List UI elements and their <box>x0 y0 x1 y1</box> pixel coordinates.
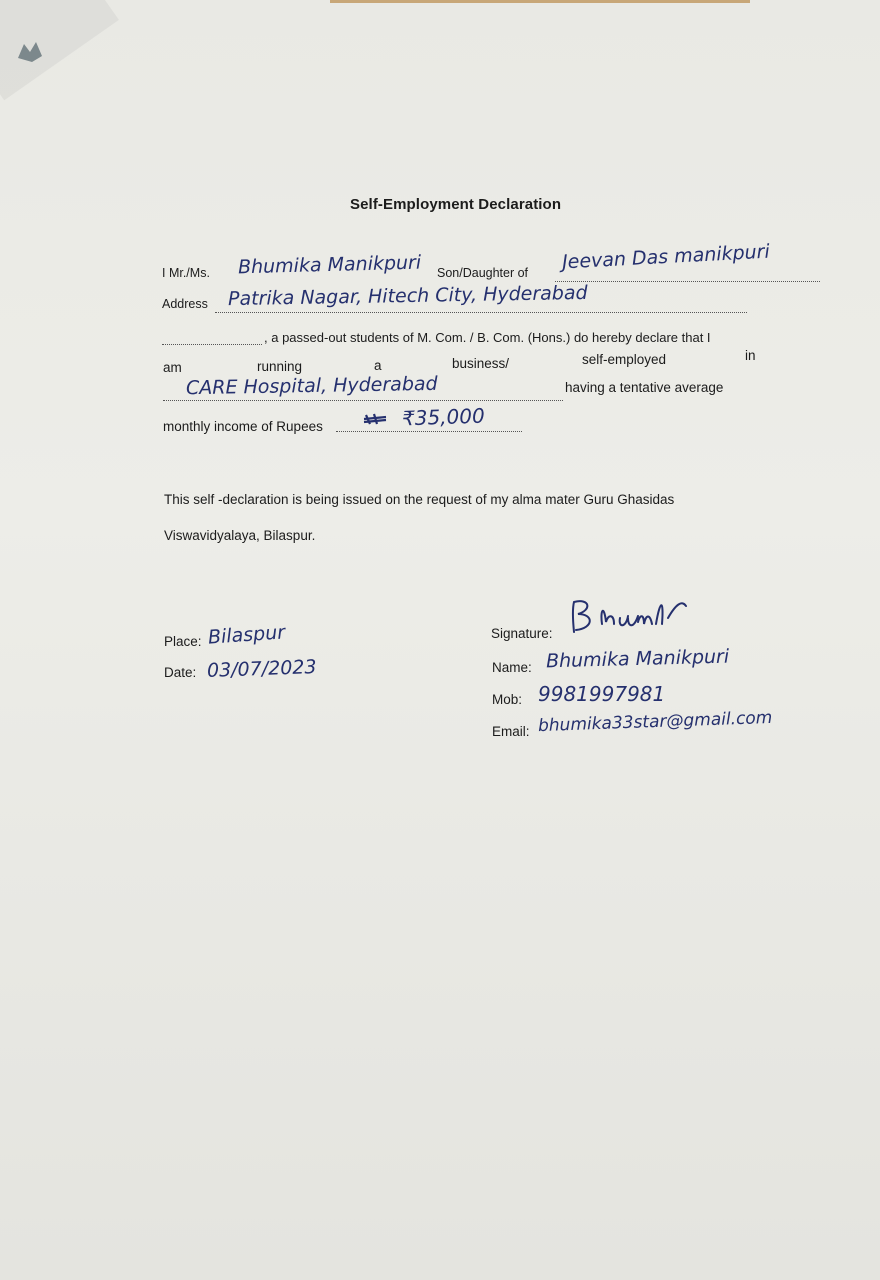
label-income: monthly income of Rupees <box>163 419 323 434</box>
word-a: a <box>374 358 382 373</box>
label-place: Place: <box>164 634 202 649</box>
dotted-line <box>163 400 563 401</box>
word-self-employed: self-employed <box>582 352 667 367</box>
word-in: in <box>745 348 756 363</box>
label-mob: Mob: <box>492 692 523 707</box>
dotted-line <box>162 344 262 345</box>
ink-smudge-icon <box>14 38 46 66</box>
label-name-footer: Name: <box>492 660 532 675</box>
label-date: Date: <box>164 665 197 680</box>
handwritten-name: Bhumika Manikpuri <box>237 251 422 279</box>
signature-image <box>568 594 698 638</box>
declaration-line-3: , a passed-out students of M. Com. / B. Com. (Hons.) do hereby declare that I <box>264 330 711 345</box>
handwritten-income: ₹35,000 <box>401 403 486 431</box>
scribble-icon <box>362 411 388 427</box>
paragraph-line-2: Viswavidyalaya, Bilaspur. <box>164 528 316 543</box>
label-name: I Mr./Ms. <box>162 266 210 280</box>
handwritten-date: 03/07/2023 <box>206 656 317 682</box>
label-email: Email: <box>492 724 530 739</box>
handwritten-mobile: 9981997981 <box>538 682 666 706</box>
label-address: Address <box>162 297 208 311</box>
handwritten-email: bhumika33star@gmail.com <box>537 707 773 737</box>
paragraph-line-1: This self -declaration is being issued on the request of my alma mater Guru Ghasidas <box>164 492 675 507</box>
handwritten-address: Patrika Nagar, Hitech City, Hyderabad <box>227 281 588 311</box>
dotted-line <box>215 312 747 313</box>
declaration-line-5: having a tentative average <box>565 380 724 395</box>
handwritten-signer-name: Bhumika Manikpuri <box>545 645 730 673</box>
label-relation: Son/Daughter of <box>437 266 529 280</box>
word-running: running <box>257 359 303 374</box>
word-am: am <box>163 360 182 375</box>
label-signature: Signature: <box>491 626 553 641</box>
handwritten-place: Bilaspur <box>207 621 286 649</box>
word-business: business/ <box>452 356 510 371</box>
dotted-line <box>555 281 820 282</box>
handwritten-parent-name: Jeevan Das manikpuri <box>561 240 771 274</box>
dotted-line <box>336 431 522 432</box>
handwritten-business: CARE Hospital, Hyderabad <box>185 372 438 400</box>
document-title: Self-Employment Declaration <box>350 196 562 213</box>
top-edge-strip <box>330 0 750 3</box>
